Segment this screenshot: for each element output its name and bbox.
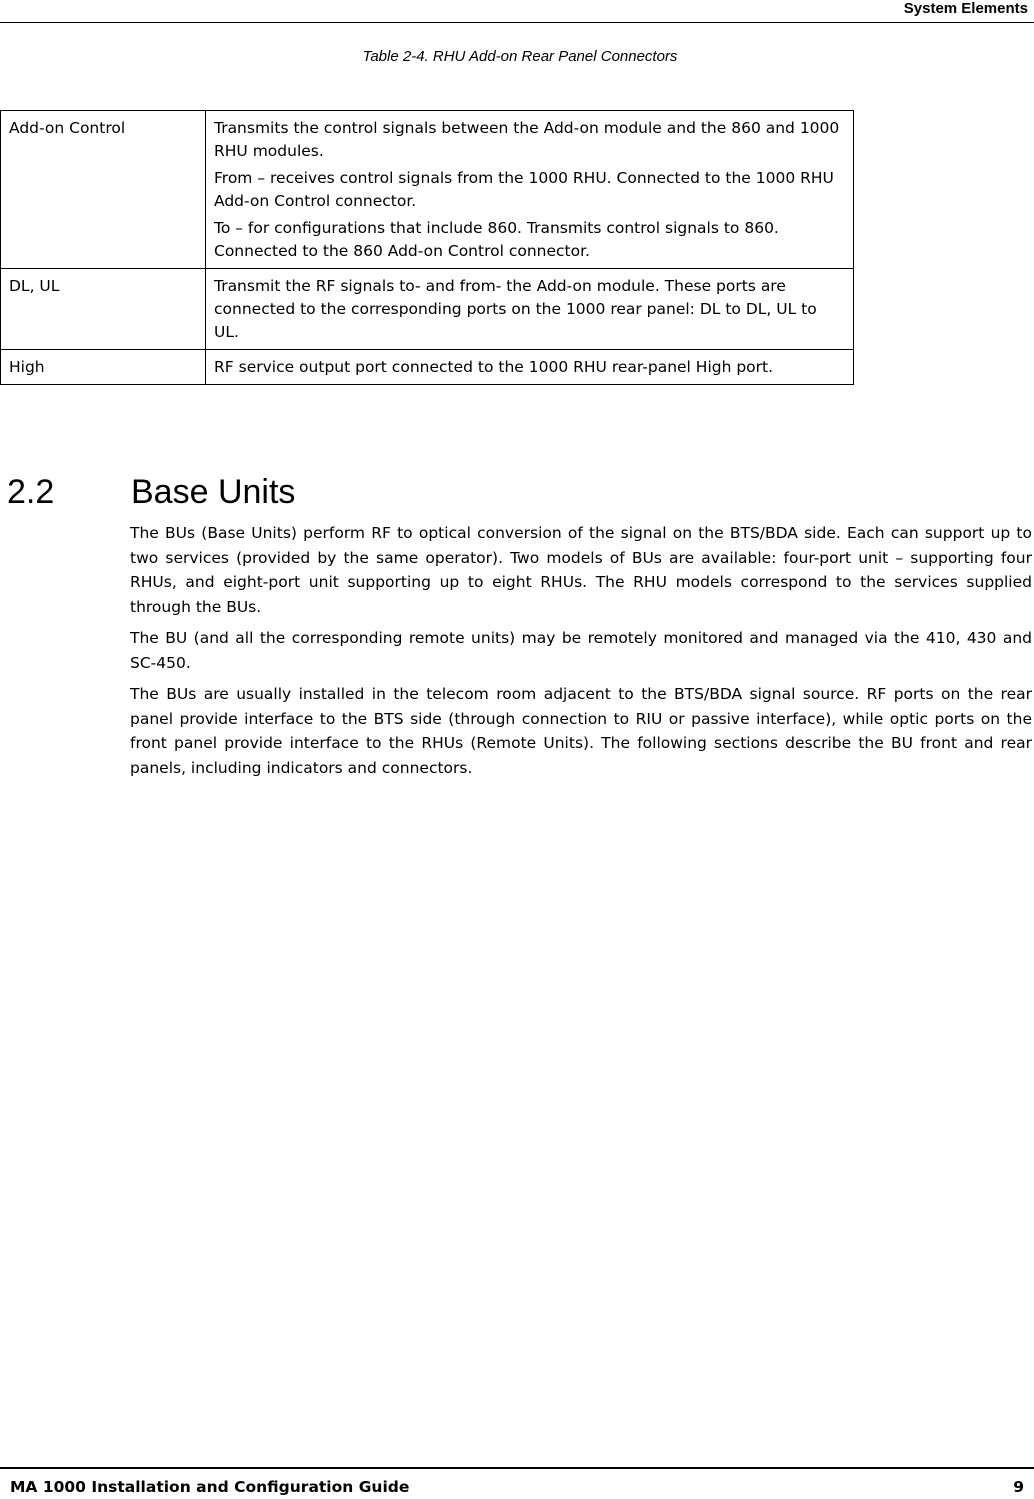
connector-name: High (1, 350, 206, 385)
section-body (130, 521, 1032, 787)
description-paragraph: Transmits the control signals between the Add-on module and the 860 and 1000 RHU modules. (214, 119, 840, 160)
description-paragraph: To – for configurations that include 860. Transmits control signals to 860. Connected to the 860 Add-on Control connector. (214, 219, 779, 260)
connector-description (206, 269, 854, 350)
section-title: Base Units (131, 473, 296, 511)
description-paragraph: From – receives control signals from the 1000 RHU. Connected to the 1000 RHU Add-on Control connector. (214, 169, 834, 210)
body-paragraph: The BUs (Base Units) perform RF to optical conversion of the signal on the BTS/BDA side. Each can support up to two services (provided by the same operator). Two models of BUs are available: four-port unit – supporting four RHUs, and eight-port unit supporting up to eight RHUs. The RHU models correspond to the services supplied through the BUs. (130, 524, 1032, 616)
page-number: 9 (1013, 1478, 1024, 1496)
table-caption: Table 2-4. RHU Add-on Rear Panel Connectors (362, 48, 678, 65)
connector-name: DL, UL (1, 269, 206, 350)
page-header (0, 0, 1034, 23)
header-title: System Elements (903, 0, 1028, 17)
section-number: 2.2 (7, 473, 55, 511)
table-row (1, 269, 854, 350)
section-heading (7, 473, 295, 512)
connector-description (206, 350, 854, 385)
table-row (1, 111, 854, 269)
description-paragraph: Transmit the RF signals to- and from- the Add-on module. These ports are connected to the corresponding ports on the 1000 rear panel: DL to DL, UL to UL. (214, 277, 817, 341)
footer-title: MA 1000 Installation and Configuration Guide (10, 1478, 410, 1496)
table-row (1, 350, 854, 385)
connector-description (206, 111, 854, 269)
page-footer (0, 1467, 1034, 1499)
connectors-table (0, 110, 854, 385)
description-paragraph: RF service output port connected to the 1000 RHU rear-panel High port. (214, 358, 774, 376)
body-paragraph: The BUs are usually installed in the telecom room adjacent to the BTS/BDA signal source. RF ports on the rear panel provide interface to the BTS side (through connection to RIU or passive interface), while optic ports on the front panel provide interface to the RHUs (Remote Units). The following sections describe the BU front and rear panels, including indicators and connectors. (130, 685, 1032, 777)
body-paragraph: The BU (and all the corresponding remote units) may be remotely monitored and managed via the 410, 430 and SC-450. (130, 629, 1032, 672)
connector-name: Add-on Control (1, 111, 206, 269)
